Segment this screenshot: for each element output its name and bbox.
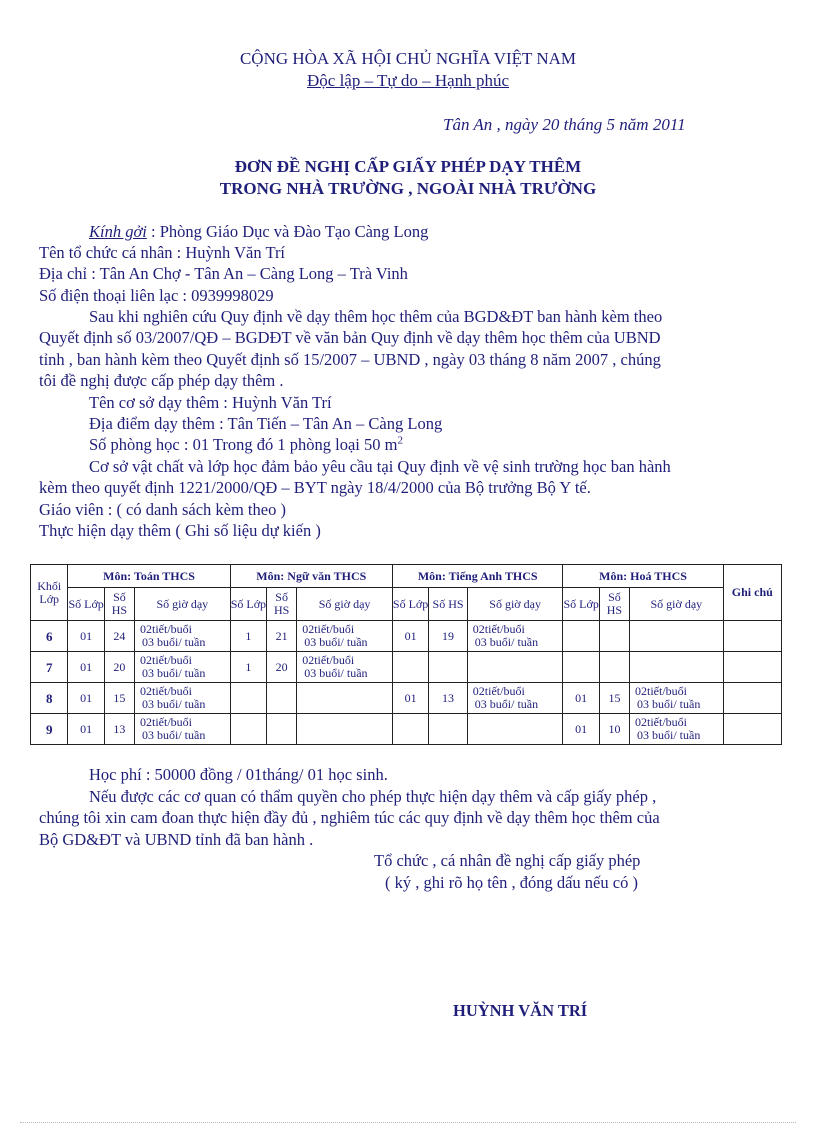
grade-cell: 8 — [31, 683, 68, 714]
grade-cell: 6 — [31, 621, 68, 652]
paragraph-1-line-3: tỉnh , ban hành kèm theo Quyết định số 15/2007 – UBND , ngày 03 tháng 8 năm 2007 , chúng — [39, 350, 661, 369]
greeting — [89, 221, 428, 243]
classes-cell — [392, 652, 428, 683]
hours-line-2: 03 buổi/ tuần — [141, 728, 206, 742]
hours-cell — [630, 621, 724, 652]
subject-header-literature: Môn: Ngữ văn THCS — [230, 565, 392, 588]
classes-cell: 01 — [563, 714, 599, 745]
hours-line-1: 02tiết/buổi — [302, 653, 355, 667]
subject-header-math: Môn: Toán THCS — [68, 565, 230, 588]
hours-cell — [630, 714, 724, 745]
hours-line-1: 02tiết/buổi — [635, 684, 688, 698]
sub-header-classes: Số Lớp — [68, 588, 104, 621]
phone: Số điện thoại liên lạc : 0939998029 — [39, 286, 274, 305]
paragraph-1-line-2: Quyết định số 03/2007/QĐ – BGDĐT về văn bản Quy định về dạy thêm học thêm của UBND — [39, 328, 661, 347]
hours-line-1: 02tiết/buổi — [635, 715, 688, 729]
hours-cell — [630, 652, 724, 683]
teaching-location: Địa điểm dạy thêm : Tân Tiến – Tân An – Càng Long — [89, 414, 443, 433]
hours-cell — [467, 621, 563, 652]
paragraph-1-line-4: tôi đề nghị được cấp phép dạy thêm . — [39, 371, 284, 390]
note-cell — [723, 683, 781, 714]
classes-cell: 01 — [68, 683, 104, 714]
address: Địa chỉ : Tân An Chợ - Tân An – Càng Long – Trà Vinh — [39, 264, 408, 283]
document-title-line1: ĐƠN ĐỀ NGHỊ CẤP GIẤY PHÉP DẠY THÊM — [234, 157, 582, 176]
sub-header-students: Số HS — [104, 588, 134, 621]
grade-cell: 7 — [31, 652, 68, 683]
classes-cell: 1 — [230, 652, 266, 683]
hours-cell — [297, 714, 393, 745]
subject-header-chemistry: Môn: Hoá THCS — [563, 565, 723, 588]
hours-cell — [297, 652, 393, 683]
note-cell — [723, 714, 781, 745]
students-cell: 15 — [104, 683, 134, 714]
table-row — [31, 714, 782, 745]
commitment-line-2: chúng tôi xin cam đoan thực hiện đầy đủ , nghiêm túc các quy định về dạy thêm học thêm của — [39, 808, 660, 827]
students-cell: 21 — [267, 621, 297, 652]
sub-header-classes: Số Lớp — [230, 588, 266, 621]
signer-name: HUỲNH VĂN TRÍ — [453, 1001, 588, 1020]
schedule-table — [30, 564, 782, 745]
sub-header-students: Số HS — [429, 588, 467, 621]
hours-cell — [467, 683, 563, 714]
org-name: Tên tổ chức cá nhân : Huỳnh Văn Trí — [39, 243, 286, 262]
sub-header-hours: Số giờ dạy — [467, 588, 563, 621]
students-cell — [599, 621, 629, 652]
sub-header-hours: Số giờ dạy — [297, 588, 393, 621]
table-row — [31, 652, 782, 683]
hours-line-1: 02tiết/buổi — [139, 653, 192, 667]
classes-cell: 01 — [68, 621, 104, 652]
room-count — [89, 434, 403, 456]
students-cell: 24 — [104, 621, 134, 652]
hours-line-1: 02tiết/buổi — [302, 622, 355, 636]
sub-header-students: Số HS — [599, 588, 629, 621]
students-cell — [267, 714, 297, 745]
classes-cell: 01 — [563, 683, 599, 714]
sub-header-classes: Số Lớp — [392, 588, 428, 621]
note-header: Ghi chú — [723, 565, 781, 621]
signature-title: Tổ chức , cá nhân đề nghị cấp giấy phép — [374, 851, 641, 870]
facility-name: Tên cơ sở dạy thêm : Huỳnh Văn Trí — [89, 393, 332, 412]
place-date: Tân An , ngày 20 tháng 5 năm 2011 — [443, 115, 686, 134]
table-row — [31, 683, 782, 714]
hours-line-1: 02tiết/buổi — [139, 715, 192, 729]
hours-cell — [134, 714, 230, 745]
hours-line-2: 03 buổi/ tuần — [304, 666, 368, 680]
hours-cell — [134, 621, 230, 652]
hours-line-2: 03 buổi/ tuần — [304, 635, 368, 649]
hours-cell — [630, 683, 724, 714]
classes-cell — [230, 714, 266, 745]
students-cell — [429, 652, 467, 683]
students-cell: 20 — [267, 652, 297, 683]
paragraph-2-line-2: kèm theo quyết định 1221/2000/QĐ – BYT ngày 18/4/2000 của Bộ trưởng Bộ Y tế. — [39, 478, 591, 497]
students-cell: 13 — [429, 683, 467, 714]
hours-line-1: 02tiết/buổi — [139, 622, 192, 636]
teachers-line: Giáo viên : ( có danh sách kèm theo ) — [39, 500, 286, 519]
hours-cell — [467, 652, 563, 683]
nation-name: CỘNG HÒA XÃ HỘI CHỦ NGHĨA VIỆT NAM — [239, 49, 577, 68]
document-title-line2: TRONG NHÀ TRƯỜNG , NGOÀI NHÀ TRƯỜNG — [219, 179, 597, 198]
hours-cell — [297, 683, 393, 714]
commitment-line-3: Bộ GD&ĐT và UBND tỉnh đã ban hành . — [39, 830, 314, 849]
national-motto: Độc lập – Tự do – Hạnh phúc — [307, 71, 509, 90]
hours-cell — [134, 683, 230, 714]
students-cell: 19 — [429, 621, 467, 652]
hours-cell — [134, 652, 230, 683]
grade-cell: 9 — [31, 714, 68, 745]
subject-header-english: Môn: Tiếng Anh THCS — [392, 565, 563, 588]
sub-header-classes: Số Lớp — [563, 588, 599, 621]
room-count-text: Số phòng học : 01 Trong đó 1 phòng loại 50 m — [89, 435, 398, 454]
room-area-superscript: 2 — [397, 434, 403, 447]
tuition-fee: Học phí : 50000 đồng / 01tháng/ 01 học sinh. — [89, 765, 388, 784]
hours-line-1: 02tiết/buổi — [472, 622, 525, 636]
classes-cell: 01 — [392, 683, 428, 714]
hours-line-2: 03 buổi/ tuần — [141, 697, 206, 711]
hours-line-2: 03 buổi/ tuần — [141, 666, 206, 680]
note-cell — [723, 652, 781, 683]
note-cell — [723, 621, 781, 652]
signature-note: ( ký , ghi rõ họ tên , đóng dấu nếu có ) — [385, 873, 638, 892]
students-cell: 13 — [104, 714, 134, 745]
classes-cell: 1 — [230, 621, 266, 652]
hours-line-2: 03 buổi/ tuần — [637, 697, 701, 711]
classes-cell — [230, 683, 266, 714]
classes-cell: 01 — [392, 621, 428, 652]
students-cell: 20 — [104, 652, 134, 683]
hours-cell — [467, 714, 563, 745]
grade-header: Khối Lớp — [31, 565, 68, 621]
motto-wrap — [0, 71, 816, 91]
classes-cell: 01 — [68, 652, 104, 683]
students-cell — [267, 683, 297, 714]
hours-line-2: 03 buổi/ tuần — [141, 635, 206, 649]
classes-cell — [563, 621, 599, 652]
hours-cell — [297, 621, 393, 652]
commitment-line-1: Nếu được các cơ quan có thẩm quyền cho phép thực hiện dạy thêm và cấp giấy phép , — [89, 787, 657, 806]
plan-line: Thực hiện dạy thêm ( Ghi số liệu dự kiến ) — [39, 521, 321, 540]
students-cell — [429, 714, 467, 745]
classes-cell — [392, 714, 428, 745]
greeting-label: Kính gởi — [89, 222, 147, 241]
table-row — [31, 621, 782, 652]
students-cell — [599, 652, 629, 683]
students-cell: 10 — [599, 714, 629, 745]
paragraph-2-line-1: Cơ sở vật chất và lớp học đảm bảo yêu cầu tại Quy định về vệ sinh trường học ban hành — [89, 457, 671, 476]
classes-cell: 01 — [68, 714, 104, 745]
sub-header-hours: Số giờ dạy — [630, 588, 724, 621]
paragraph-1-line-1: Sau khi nghiên cứu Quy định về dạy thêm học thêm của BGD&ĐT ban hành kèm theo — [89, 307, 663, 326]
hours-line-1: 02tiết/buổi — [139, 684, 192, 698]
sub-header-students: Số HS — [267, 588, 297, 621]
hours-line-2: 03 buổi/ tuần — [474, 635, 539, 649]
hours-line-2: 03 buổi/ tuần — [474, 697, 539, 711]
sub-header-hours: Số giờ dạy — [134, 588, 230, 621]
students-cell: 15 — [599, 683, 629, 714]
hours-line-2: 03 buổi/ tuần — [637, 728, 701, 742]
greeting-recipient: : Phòng Giáo Dục và Đào Tạo Càng Long — [146, 222, 429, 241]
classes-cell — [563, 652, 599, 683]
hours-line-1: 02tiết/buổi — [472, 684, 525, 698]
